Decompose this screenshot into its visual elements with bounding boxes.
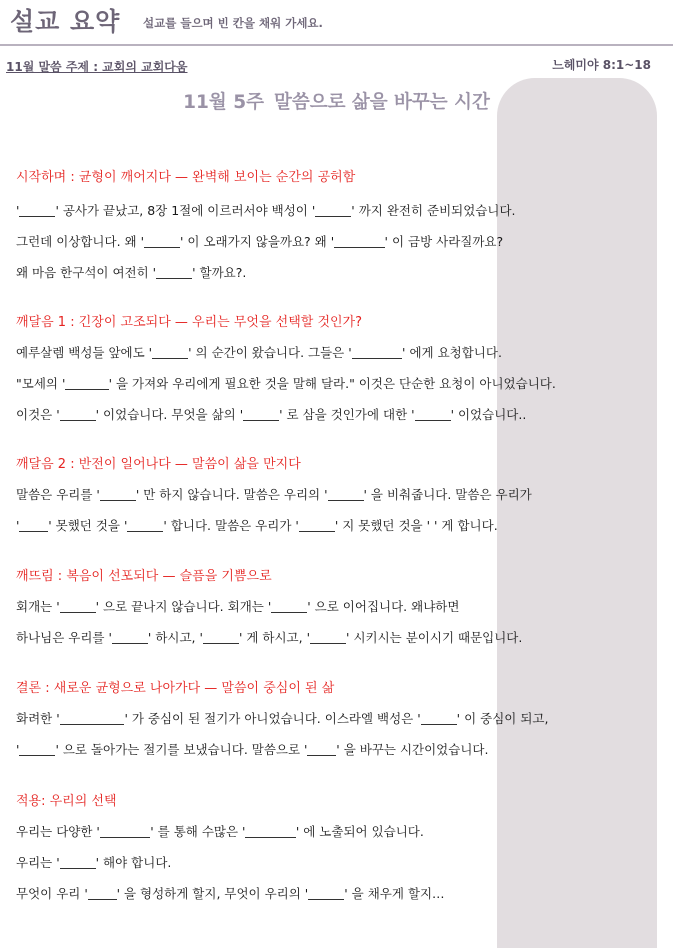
note-line: 우리는 ' ' 해야 합니다. (16, 855, 172, 870)
fill-in-blank[interactable] (315, 203, 351, 217)
note-line: ' ' 공사가 끝났고, 8장 1절에 이르러서야 백성이 ' ' 까지 완전히 준비되었습니다. (16, 203, 516, 218)
week-number: 11월 5주 (183, 92, 264, 113)
note-line: 왜 마음 한구석이 여전히 ' ' 할까요?. (16, 265, 247, 280)
fill-in-blank[interactable] (334, 234, 384, 248)
section-heading: 깨달음 2 : 반전이 일어나다 — 말씀이 삶을 만지다 (16, 457, 301, 472)
note-line: 무엇이 우리 ' ' 을 형성하게 할지, 무엇이 우리의 ' ' 을 채우게 할지… (16, 886, 445, 901)
fill-in-blank[interactable] (243, 407, 279, 421)
sermon-title: 말씀으로 삶을 바꾸는 시간 (273, 92, 490, 113)
fill-in-blank[interactable] (60, 599, 96, 613)
note-line: ' ' 못했던 것을 ' ' 합니다. 말씀은 우리가 ' ' 지 못했던 것을 ' ' 게 합니다. (16, 518, 498, 533)
page-title: 설교 요약 (10, 7, 121, 36)
section-heading: 적용: 우리의 선택 (16, 794, 117, 809)
fill-in-blank[interactable] (156, 265, 192, 279)
section-heading: 시작하며 : 균형이 깨어지다 — 완벽해 보이는 순간의 공허함 (16, 170, 356, 185)
fill-in-blank[interactable] (310, 630, 346, 644)
note-line: 화려한 ' ' 가 중심이 된 절기가 아니었습니다. 이스라엘 백성은 ' ' 이 중심이 되고, (16, 711, 549, 726)
note-line: 우리는 다양한 ' ' 를 통해 수많은 ' ' 에 노출되어 있습니다. (16, 824, 424, 839)
fill-in-blank[interactable] (65, 376, 108, 390)
note-line: ' ' 으로 돌아가는 절기를 보냈습니다. 말씀으로 ' ' 을 바꾸는 시간이었습니다. (16, 742, 489, 757)
note-line: "모세의 ' ' 을 가져와 우리에게 필요한 것을 말해 달라." 이것은 단순한 요청이 아니었습니다. (16, 376, 556, 391)
fill-in-blank[interactable] (100, 487, 136, 501)
note-line: 회개는 ' ' 으로 끝나지 않습니다. 회개는 ' ' 으로 이어집니다. 왜냐하면 (16, 599, 460, 614)
section-heading: 깨달음 1 : 긴장이 고조되다 — 우리는 무엇을 선택할 것인가? (16, 315, 363, 330)
note-line: 이것은 ' ' 이었습니다. 무엇을 삶의 ' ' 로 삼을 것인가에 대한 ' ' 이었습니다.. (16, 407, 527, 422)
section-heading: 깨뜨림 : 복음이 선포되다 — 슬픔을 기쁨으로 (16, 569, 272, 584)
fill-in-blank[interactable] (328, 487, 364, 501)
fill-in-blank[interactable] (307, 742, 336, 756)
fill-in-blank[interactable] (127, 518, 163, 532)
fill-in-blank[interactable] (19, 203, 55, 217)
fill-in-blank[interactable] (299, 518, 335, 532)
fill-in-blank[interactable] (245, 824, 295, 838)
fill-in-blank[interactable] (112, 630, 148, 644)
fill-in-blank[interactable] (421, 711, 457, 725)
note-line: 그런데 이상합니다. 왜 ' ' 이 오래가지 않을까요? 왜 ' ' 이 금방 사라질까요? (16, 234, 504, 249)
fill-in-blank[interactable] (144, 234, 180, 248)
monthly-theme: 11월 말씀 주제 : 교회의 교회다움 (6, 60, 188, 74)
fill-in-blank[interactable] (352, 345, 402, 359)
fill-in-blank[interactable] (60, 711, 125, 725)
fill-in-blank[interactable] (271, 599, 307, 613)
page-subtitle: 설교를 들으며 빈 칸을 채워 가세요. (143, 16, 323, 30)
fill-in-blank[interactable] (19, 518, 48, 532)
fill-in-blank[interactable] (60, 407, 96, 421)
note-line: 하나님은 우리를 ' ' 하시고, ' ' 게 하시고, ' ' 시키시는 분이시기 때문입니다. (16, 630, 523, 645)
fill-in-blank[interactable] (100, 824, 150, 838)
fill-in-blank[interactable] (88, 886, 117, 900)
fill-in-blank[interactable] (60, 855, 96, 869)
fill-in-blank[interactable] (152, 345, 188, 359)
section-heading: 결론 : 새로운 균형으로 나아가다 — 말씀이 중심이 된 삶 (16, 681, 335, 696)
fill-in-blank[interactable] (203, 630, 239, 644)
note-line: 말씀은 우리를 ' ' 만 하지 않습니다. 말씀은 우리의 ' ' 을 비춰줍니다. 말씀은 우리가 (16, 487, 532, 502)
note-line: 예루살렘 백성들 앞에도 ' ' 의 순간이 왔습니다. 그들은 ' ' 에게 요청합니다. (16, 345, 502, 360)
fill-in-blank[interactable] (415, 407, 451, 421)
fill-in-blank[interactable] (19, 742, 55, 756)
scripture-reference: 느헤미야 8:1~18 (552, 58, 651, 72)
fill-in-blank[interactable] (308, 886, 344, 900)
